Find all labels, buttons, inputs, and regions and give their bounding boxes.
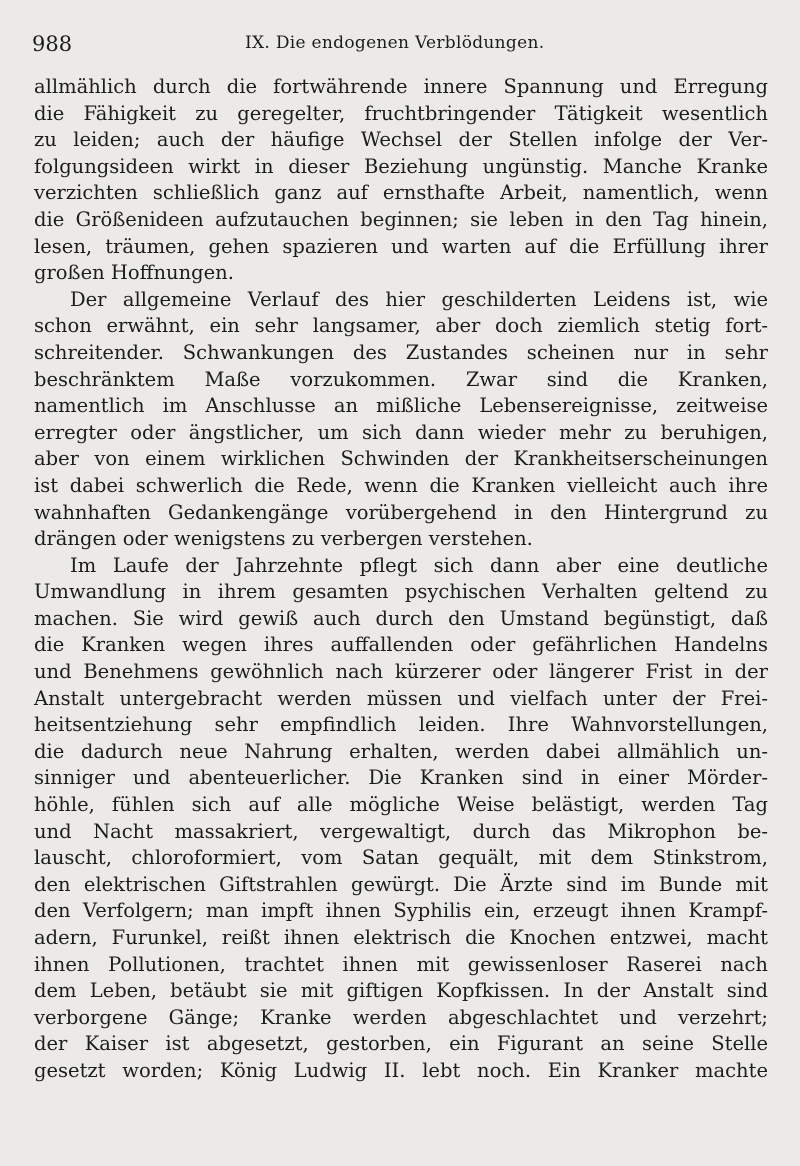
body-text: [34, 74, 768, 1085]
text-line: die Fähigkeit zu geregelter, fruchtbringender Tätigkeit wesentlich: [34, 101, 768, 125]
text-line: verborgene Gänge; Kranke werden abgeschlachtet und verzehrt;: [34, 1005, 768, 1029]
text-line: heitsentziehung sehr empfindlich leiden. Ihre Wahnvorstellungen,: [34, 713, 768, 737]
text-line: und Benehmens gewöhnlich nach kürzerer oder längerer Frist in der: [34, 660, 768, 684]
page-number: 988: [32, 32, 73, 56]
text-line: und Nacht massakriert, vergewaltigt, durch das Mikrophon be-: [34, 819, 768, 843]
text-line: dem Leben, betäubt sie mit giftigen Kopfkissen. In der Anstalt sind: [34, 979, 768, 1003]
text-line: die dadurch neue Nahrung erhalten, werden dabei allmählich un-: [34, 739, 768, 763]
text-line: lesen, träumen, gehen spazieren und warten auf die Erfüllung ihrer: [34, 234, 768, 258]
page-header: [32, 28, 772, 58]
text-line: höhle, fühlen sich auf alle mögliche Weise belästigt, werden Tag: [34, 793, 768, 817]
text-line: den Verfolgern; man impft ihnen Syphilis ein, erzeugt ihnen Krampf-: [34, 899, 768, 923]
text-line: Anstalt untergebracht werden müssen und vielfach unter der Frei-: [34, 686, 768, 710]
text-line: drängen oder wenigstens zu verbergen verstehen.: [34, 527, 533, 551]
text-line: gesetzt worden; König Ludwig II. lebt noch. Ein Kranker machte: [34, 1058, 768, 1082]
text-line: Umwandlung in ihrem gesamten psychischen Verhalten geltend zu: [34, 580, 768, 604]
text-line: großen Hoffnungen.: [34, 261, 234, 285]
text-line: verzichten schließlich ganz auf ernsthafte Arbeit, namentlich, wenn: [34, 181, 768, 205]
text-line: adern, Furunkel, reißt ihnen elektrisch die Knochen entzwei, macht: [34, 926, 768, 949]
text-line: den elektrischen Giftstrahlen gewürgt. Die Ärzte sind im Bunde mit: [34, 872, 768, 896]
text-line: erregter oder ängstlicher, um sich dann wieder mehr zu beruhigen,: [34, 420, 768, 444]
paragraph-start-line: Im Laufe der Jahrzehnte pflegt sich dann aber eine deutliche: [70, 553, 768, 577]
text-line: ihnen Pollutionen, trachtet ihnen mit gewissenloser Raserei nach: [34, 952, 768, 976]
running-head: IX. Die endogenen Verblödungen.: [245, 33, 545, 53]
text-line: sinniger und abenteuerlicher. Die Kranken sind in einer Mörder-: [34, 766, 768, 790]
text-line: die Größenideen aufzutauchen beginnen; sie leben in den Tag hinein,: [34, 207, 768, 231]
text-line: machen. Sie wird gewiß auch durch den Umstand begünstigt, daß: [34, 606, 768, 630]
text-line: namentlich im Anschlusse an mißliche Lebensereignisse, zeitweise: [34, 394, 768, 418]
text-line: ist dabei schwerlich die Rede, wenn die Kranken vielleicht auch ihre: [34, 473, 768, 497]
paragraph-start-line: Der allgemeine Verlauf des hier geschilderten Leidens ist, wie: [70, 287, 768, 311]
text-line: allmählich durch die fortwährende innere Spannung und Erregung: [34, 75, 768, 98]
text-line: lauscht, chloroformiert, vom Satan gequält, mit dem Stinkstrom,: [34, 846, 768, 870]
text-line: beschränktem Maße vorzukommen. Zwar sind die Kranken,: [34, 367, 768, 391]
text-line: aber von einem wirklichen Schwinden der Krankheitserscheinungen: [34, 447, 768, 471]
text-line: schreitender. Schwankungen des Zustandes scheinen nur in sehr: [34, 340, 768, 364]
text-line: folgungsideen wirkt in dieser Beziehung ungünstig. Manche Kranke: [34, 154, 768, 178]
text-line: die Kranken wegen ihres auffallenden oder gefährlichen Handelns: [34, 633, 768, 657]
text-line: wahnhaften Gedankengänge vorübergehend in den Hintergrund zu: [34, 500, 768, 524]
text-line: schon erwähnt, ein sehr langsamer, aber doch ziemlich stetig fort-: [34, 314, 768, 338]
text-line: zu leiden; auch der häufige Wechsel der Stellen infolge der Ver-: [34, 128, 768, 152]
text-line: der Kaiser ist abgesetzt, gestorben, ein Figurant an seine Stelle: [34, 1032, 768, 1056]
